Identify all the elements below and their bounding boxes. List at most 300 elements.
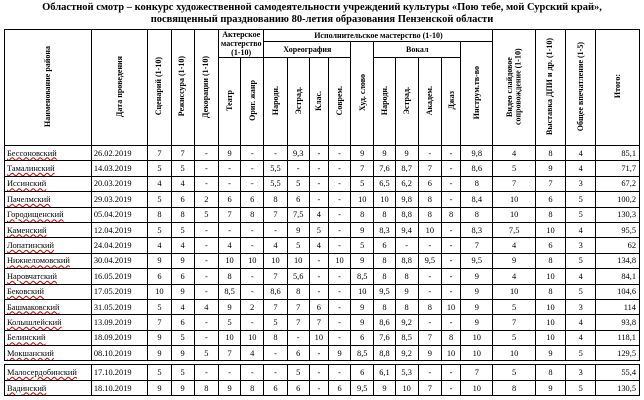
district-name: Колышлейский [7, 317, 62, 327]
header-instrumental: Инструм.тв-во [461, 42, 493, 146]
cell-score: 6 [171, 192, 194, 207]
cell-score: 9 [351, 222, 374, 237]
cell-score: - [328, 365, 350, 380]
cell-score: - [309, 253, 328, 268]
cell-date: 24.04.2019 [91, 238, 148, 253]
cell-score: - [194, 365, 218, 380]
cell-score: 7 [171, 146, 194, 161]
cell-score: 4 [218, 238, 240, 253]
cell-score: 8 [395, 269, 418, 284]
cell-score: 6 [535, 192, 565, 207]
cell-score: 5 [493, 299, 535, 314]
cell-score: 8,6 [374, 315, 395, 330]
cell-score: 8 [535, 146, 565, 161]
cell-total: 118,1 [596, 330, 640, 345]
cell-score: 6 [351, 365, 374, 380]
table-body [5, 146, 640, 396]
cell-score: 5 [309, 222, 328, 237]
header-modern-dance: Соврем. [328, 58, 350, 146]
cell-score: - [309, 346, 328, 361]
cell-score: 9,3 [287, 146, 309, 161]
cell-district [5, 161, 92, 176]
cell-score: - [241, 269, 264, 284]
cell-score: 9 [218, 299, 240, 314]
cell-score: 8 [374, 253, 395, 268]
table-row [5, 161, 640, 176]
cell-score: - [441, 176, 460, 191]
cell-score: 5 [148, 161, 171, 176]
cell-score: - [328, 146, 350, 161]
cell-score: 7 [418, 330, 441, 345]
district-name: Иссинский [7, 179, 47, 189]
cell-score: - [309, 192, 328, 207]
cell-score: 6 [171, 269, 194, 284]
cell-score: 8 [374, 299, 395, 314]
cell-score: 5 [566, 253, 596, 268]
cell-score: - [441, 238, 460, 253]
cell-score: 8 [374, 269, 395, 284]
title-line-2: посвященный празднованию 80-летия образования Пензенской области [150, 14, 494, 25]
cell-score: - [241, 176, 264, 191]
cell-score: 5 [493, 330, 535, 345]
cell-district [5, 222, 92, 237]
cell-score: 10 [535, 299, 565, 314]
cell-district [5, 176, 92, 191]
cell-total: 84,1 [596, 269, 640, 284]
table-row [5, 299, 640, 314]
header-total: Итого: [596, 30, 640, 146]
cell-date: 26.02.2019 [91, 146, 148, 161]
cell-score: 8 [287, 284, 309, 299]
cell-date: 18.10.2019 [91, 380, 148, 395]
cell-score: 5 [566, 192, 596, 207]
cell-total: 129,5 [596, 346, 640, 361]
district-name: Городищенский [7, 210, 64, 220]
cell-score: 6 [171, 315, 194, 330]
cell-score: 10 [535, 330, 565, 345]
cell-score: 5 [148, 299, 171, 314]
cell-score: 9 [461, 269, 493, 284]
cell-score: - [328, 192, 350, 207]
cell-date: 14.03.2019 [91, 161, 148, 176]
cell-date: 20.03.2019 [91, 176, 148, 191]
cell-score: 4 [566, 330, 596, 345]
cell-score: 3 [566, 299, 596, 314]
cell-score: 8 [171, 207, 194, 222]
cell-score: 8 [418, 207, 441, 222]
cell-score: - [241, 222, 264, 237]
cell-score: 10 [241, 253, 264, 268]
cell-score: - [287, 161, 309, 176]
cell-score: 5 [171, 161, 194, 176]
cell-score: - [328, 207, 350, 222]
cell-score: 7 [218, 346, 240, 361]
cell-score: 6 [218, 192, 240, 207]
header-art-word: Худ. слово [351, 42, 374, 146]
cell-score: 8 [461, 207, 493, 222]
cell-district [5, 330, 92, 345]
cell-district [5, 299, 92, 314]
cell-score: 8 [418, 299, 441, 314]
header-academic-vocal: Академ. [418, 58, 441, 146]
header-date: Дата проведения [91, 30, 148, 146]
cell-score: 10 [395, 380, 418, 395]
cell-score: 8 [441, 330, 460, 345]
cell-score: 8 [264, 330, 287, 345]
cell-score: - [441, 284, 460, 299]
cell-score: 8,8 [395, 207, 418, 222]
cell-district [5, 238, 92, 253]
cell-score: - [194, 161, 218, 176]
cell-score: 9,5 [461, 253, 493, 268]
cell-score: - [441, 146, 460, 161]
cell-score: - [194, 330, 218, 345]
cell-score: - [194, 222, 218, 237]
cell-score: - [309, 365, 328, 380]
cell-score: 4 [194, 299, 218, 314]
table-row [5, 380, 640, 395]
cell-score: 5 [218, 315, 240, 330]
cell-score: 8 [148, 207, 171, 222]
cell-score: - [309, 161, 328, 176]
cell-score: 7 [461, 365, 493, 380]
cell-total: 95,5 [596, 222, 640, 237]
page-title [0, 2, 644, 26]
cell-score: 8,5 [351, 269, 374, 284]
cell-score: 9,5 [374, 284, 395, 299]
cell-score: 9 [287, 222, 309, 237]
results-table [4, 29, 640, 396]
cell-score: 8 [535, 253, 565, 268]
cell-total: 71,7 [596, 161, 640, 176]
cell-score: 6 [287, 380, 309, 395]
cell-score: - [418, 146, 441, 161]
cell-score: 9 [171, 253, 194, 268]
cell-score: - [218, 176, 240, 191]
district-name: Лопатинский [7, 241, 55, 251]
cell-score: 4 [148, 238, 171, 253]
cell-score: 6,2 [395, 176, 418, 191]
cell-score: 4 [493, 238, 535, 253]
cell-score: 9,5 [351, 380, 374, 395]
cell-score: 10 [535, 222, 565, 237]
cell-score: 7 [287, 299, 309, 314]
cell-score: 9,2 [395, 346, 418, 361]
cell-score: - [194, 269, 218, 284]
cell-score: 6 [148, 269, 171, 284]
cell-score: 9 [374, 380, 395, 395]
cell-score: 9 [535, 161, 565, 176]
cell-score: 2 [241, 299, 264, 314]
cell-score: 7 [309, 315, 328, 330]
cell-score: 9 [171, 346, 194, 361]
cell-score: 6 [287, 346, 309, 361]
cell-score: 6 [418, 176, 441, 191]
cell-score: 9 [461, 284, 493, 299]
cell-score: 9 [418, 346, 441, 361]
cell-score: 6 [535, 238, 565, 253]
cell-score: 9 [148, 346, 171, 361]
cell-score: - [418, 315, 441, 330]
cell-score: - [241, 284, 264, 299]
cell-score: 8,5 [218, 284, 240, 299]
cell-score: - [241, 238, 264, 253]
cell-score: 5 [493, 365, 535, 380]
cell-score: 4 [493, 269, 535, 284]
cell-total: 134,8 [596, 253, 640, 268]
cell-score: 9 [395, 284, 418, 299]
cell-score: 10 [309, 330, 328, 345]
cell-total: 100,2 [596, 192, 640, 207]
cell-district [5, 269, 92, 284]
cell-score: 6 [264, 380, 287, 395]
cell-score: - [264, 365, 287, 380]
cell-score: 5 [287, 176, 309, 191]
cell-score: 9 [461, 299, 493, 314]
cell-score: 5 [351, 176, 374, 191]
cell-score: 5 [287, 365, 309, 380]
cell-score: 4 [309, 207, 328, 222]
cell-score: 4 [309, 238, 328, 253]
cell-score: 10 [351, 284, 374, 299]
district-name: Вадинский [7, 383, 47, 393]
cell-score: - [194, 176, 218, 191]
cell-score: 6 [351, 330, 374, 345]
cell-score: 10 [493, 192, 535, 207]
header-acting: Актерское мастерство (1-10) [218, 30, 263, 58]
cell-score: - [328, 269, 350, 284]
cell-score: 4 [241, 346, 264, 361]
header-directing: Режиссура (1-10) [171, 30, 194, 146]
cell-score: 7 [148, 146, 171, 161]
cell-score: - [194, 253, 218, 268]
cell-total: 67,2 [596, 176, 640, 191]
cell-score: 8 [493, 380, 535, 395]
cell-score: 10 [351, 192, 374, 207]
cell-score: 8,3 [461, 222, 493, 237]
header-theatre: Театр [218, 58, 240, 146]
cell-score: 10 [461, 330, 493, 345]
table-row [5, 192, 640, 207]
cell-score: 4 [171, 299, 194, 314]
cell-date: 05.04.2019 [91, 207, 148, 222]
cell-score: - [241, 365, 264, 380]
header-folk-vocal: Народн. [374, 58, 395, 146]
cell-score: 6,1 [374, 365, 395, 380]
cell-score: 5 [566, 284, 596, 299]
cell-score: 8 [351, 207, 374, 222]
cell-score: 10 [218, 253, 240, 268]
cell-score: 4 [148, 176, 171, 191]
cell-score: 8 [535, 365, 565, 380]
cell-score: - [328, 330, 350, 345]
cell-score: 10 [287, 253, 309, 268]
cell-score: - [328, 299, 350, 314]
cell-score: - [194, 315, 218, 330]
cell-score: 5 [148, 365, 171, 380]
cell-score: 7 [264, 299, 287, 314]
cell-date: 13.09.2019 [91, 315, 148, 330]
cell-score: 8 [264, 192, 287, 207]
cell-score: - [194, 284, 218, 299]
cell-score: 7 [264, 207, 287, 222]
header-scenario: Сценарий (1-10) [148, 30, 171, 146]
header-decorations: Декорации (1-10) [194, 30, 218, 146]
cell-total: 55,4 [596, 365, 640, 380]
cell-score: - [441, 253, 460, 268]
cell-score: 9 [148, 380, 171, 395]
cell-score: 5 [264, 315, 287, 330]
cell-score: 8,4 [461, 192, 493, 207]
cell-district [5, 284, 92, 299]
table-row [5, 176, 640, 191]
cell-district [5, 192, 92, 207]
cell-score: - [309, 269, 328, 284]
cell-score: 7 [351, 161, 374, 176]
cell-score: 6 [287, 192, 309, 207]
cell-score: 8 [441, 207, 460, 222]
cell-score: 8,6 [264, 284, 287, 299]
cell-score: 9 [148, 330, 171, 345]
cell-score: - [287, 330, 309, 345]
cell-score: 7 [218, 207, 240, 222]
cell-score: 7 [148, 315, 171, 330]
cell-score: - [241, 315, 264, 330]
table-row [5, 238, 640, 253]
cell-score: 10 [328, 253, 350, 268]
cell-score: 4 [566, 222, 596, 237]
cell-score: - [218, 365, 240, 380]
cell-score: 3 [566, 238, 596, 253]
table-row [5, 365, 640, 380]
cell-score: 9 [351, 253, 374, 268]
cell-score: 10 [418, 222, 441, 237]
header-estrada-dance: Эстрад. [287, 58, 309, 146]
district-name: Наровчатский [7, 271, 57, 281]
cell-score: 4 [566, 161, 596, 176]
table-row [5, 207, 640, 222]
header-choreography: Хореография [264, 42, 351, 58]
cell-score: - [218, 222, 240, 237]
cell-date: 08.10.2019 [91, 346, 148, 361]
cell-score: 10 [441, 299, 460, 314]
cell-score: 10 [241, 330, 264, 345]
table-row [5, 284, 640, 299]
cell-score: 10 [264, 253, 287, 268]
cell-total: 93,8 [596, 315, 640, 330]
title-line-1: Областной смотр – конкурс художественной самодеятельности учреждений культуры «Пою тебе, мой Сурский край», [42, 2, 602, 13]
cell-score: 8 [241, 380, 264, 395]
cell-score: 8 [241, 207, 264, 222]
cell-score: 10 [374, 192, 395, 207]
cell-date: 12.04.2019 [91, 222, 148, 237]
cell-score: 5 [171, 330, 194, 345]
cell-score: 5 [566, 207, 596, 222]
cell-score: - [241, 161, 264, 176]
cell-score: 10 [493, 207, 535, 222]
district-name: Пачелмский [7, 194, 51, 204]
cell-score: 3 [566, 176, 596, 191]
cell-score: 8 [535, 207, 565, 222]
cell-score: 7 [418, 161, 441, 176]
district-name: Бековский [7, 287, 45, 297]
cell-score: 9,8 [461, 146, 493, 161]
cell-score: 8,8 [395, 253, 418, 268]
cell-date: 31.05.2019 [91, 299, 148, 314]
cell-district [5, 365, 92, 380]
district-name: Башмаковский [7, 302, 60, 312]
header-performing: Исполнительское мастерство (1-10) [264, 30, 493, 42]
cell-score: 4 [566, 146, 596, 161]
table-row [5, 253, 640, 268]
cell-score: 4 [171, 176, 194, 191]
cell-score: - [418, 365, 441, 380]
cell-score: 8 [374, 207, 395, 222]
cell-score: 9 [374, 146, 395, 161]
cell-date: 17.05.2019 [91, 284, 148, 299]
cell-score: - [441, 192, 460, 207]
cell-district [5, 253, 92, 268]
district-name: Малосердобинский [7, 368, 77, 378]
header-exhibition: Выставка ДПИ и др. (1-10) [535, 30, 565, 146]
table-row [5, 330, 640, 345]
cell-score: - [418, 238, 441, 253]
cell-score: 4 [566, 269, 596, 284]
cell-score: - [328, 238, 350, 253]
cell-score: 3 [566, 365, 596, 380]
cell-score: - [441, 365, 460, 380]
cell-score: - [309, 284, 328, 299]
cell-score: - [264, 146, 287, 161]
cell-total: 62 [596, 238, 640, 253]
cell-district [5, 315, 92, 330]
cell-total: 104,6 [596, 284, 640, 299]
table-row [5, 269, 640, 284]
header-jazz-vocal: Джаз [441, 58, 460, 146]
cell-score: 5 [351, 238, 374, 253]
cell-score: - [241, 146, 264, 161]
cell-date: 30.04.2019 [91, 253, 148, 268]
cell-score: 8 [461, 176, 493, 191]
cell-score: 10 [461, 380, 493, 395]
cell-score: - [441, 315, 460, 330]
cell-score: 6 [374, 238, 395, 253]
cell-score: - [441, 222, 460, 237]
cell-date: 18.09.2019 [91, 330, 148, 345]
cell-score: 5 [566, 346, 596, 361]
cell-score: 5 [287, 238, 309, 253]
cell-date: 16.05.2019 [91, 269, 148, 284]
cell-score: 8,3 [374, 222, 395, 237]
cell-score: 6,5 [374, 176, 395, 191]
table-row [5, 315, 640, 330]
cell-district [5, 207, 92, 222]
cell-score: 9,8 [395, 192, 418, 207]
cell-score: - [309, 380, 328, 395]
cell-score: - [441, 269, 460, 284]
cell-score: 8,5 [351, 346, 374, 361]
cell-score: 7,6 [374, 161, 395, 176]
cell-score: 7 [264, 269, 287, 284]
cell-score: 6 [309, 299, 328, 314]
cell-score: 5 [566, 380, 596, 395]
cell-score: 4 [171, 238, 194, 253]
table-row [5, 222, 640, 237]
cell-score: 6 [328, 380, 350, 395]
district-name: Каменский [7, 225, 47, 235]
cell-score: 8 [418, 192, 441, 207]
cell-score: 7 [493, 315, 535, 330]
